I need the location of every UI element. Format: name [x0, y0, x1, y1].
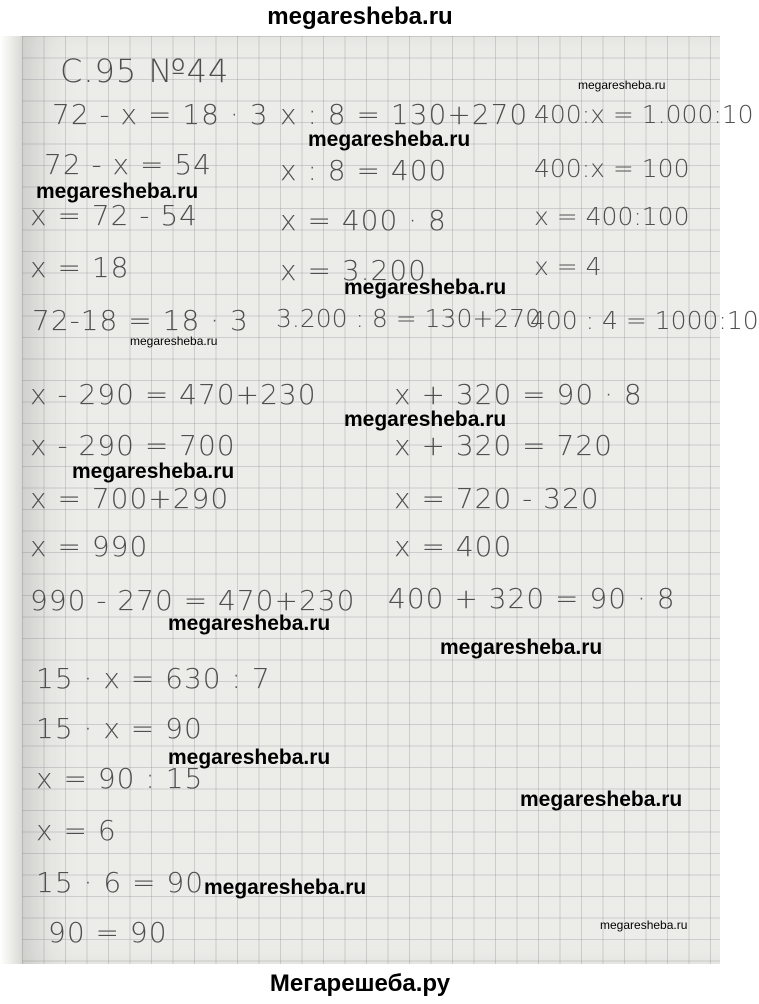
watermark: megaresheba.ru — [130, 334, 218, 348]
site-header[interactable]: megaresheba.ru — [267, 3, 453, 30]
watermark: megaresheba.ru — [168, 746, 331, 769]
p1-line-1: 72 - x = 18 · 3 — [52, 98, 269, 131]
watermark: megaresheba.ru — [168, 612, 331, 635]
paper-edge — [0, 36, 22, 964]
p5-line-3: x = 720 - 320 — [394, 482, 600, 515]
watermark: megaresheba.ru — [204, 876, 367, 899]
p4-line-4: x = 990 — [30, 530, 149, 563]
watermark: megaresheba.ru — [440, 636, 603, 659]
p1-line-2: 72 - x = 54 — [44, 148, 212, 181]
p1-line-4: x = 18 — [30, 251, 130, 284]
p6-line-5: 15 · 6 = 90 — [36, 866, 205, 899]
watermark: megaresheba.ru — [600, 918, 688, 932]
watermark: megaresheba.ru — [308, 128, 471, 151]
page-heading: С.95 №44 — [60, 52, 230, 90]
p4-line-2: x - 290 = 700 — [30, 429, 236, 462]
p3-line-4: x = 4 — [534, 252, 602, 281]
p3-line-3: x = 400:100 — [534, 202, 690, 231]
p4-line-5: 990 - 270 = 470+230 — [30, 584, 356, 617]
p2-line-1: x : 8 = 130+270 — [280, 98, 529, 131]
p2-line-4: x = 3.200 — [280, 254, 427, 287]
site-footer[interactable]: Мегарешеба.ру — [269, 970, 451, 997]
p6-line-1: 15 · x = 630 : 7 — [36, 662, 271, 695]
p1-line-5: 72-18 = 18 · 3 — [32, 304, 249, 337]
watermark: megaresheba.ru — [520, 788, 683, 811]
p5-line-5: 400 + 320 = 90 · 8 — [388, 582, 676, 615]
p6-line-3: x = 90 : 15 — [36, 762, 204, 795]
p3-line-1: 400:x = 1.000:10 — [534, 100, 754, 129]
p2-line-5: 3.200 : 8 = 130+270 — [276, 304, 542, 333]
p6-line-4: x = 6 — [36, 814, 117, 847]
p4-line-3: x = 700+290 — [30, 482, 230, 515]
p1-line-3: x = 72 - 54 — [30, 199, 198, 232]
p3-line-2: 400:x = 100 — [534, 154, 690, 183]
p3-line-5: 400 : 4 = 1000:10 — [530, 306, 759, 335]
p4-line-1: x - 290 = 470+230 — [30, 378, 317, 411]
p5-line-2: x + 320 = 720 — [394, 429, 613, 462]
watermark: megaresheba.ru — [344, 408, 507, 431]
watermark: megaresheba.ru — [72, 460, 235, 483]
p2-line-2: x : 8 = 400 — [280, 154, 448, 187]
watermark: megaresheba.ru — [344, 276, 507, 299]
notebook-page — [22, 36, 759, 964]
p6-line-2: 15 · x = 90 — [36, 712, 203, 745]
watermark: megaresheba.ru — [36, 180, 199, 203]
p5-line-4: x = 400 — [394, 530, 513, 563]
p2-line-3: x = 400 · 8 — [280, 204, 447, 237]
watermark: megaresheba.ru — [578, 78, 666, 92]
p5-line-1: x + 320 = 90 · 8 — [394, 378, 643, 411]
p6-line-6: 90 = 90 — [48, 916, 168, 949]
